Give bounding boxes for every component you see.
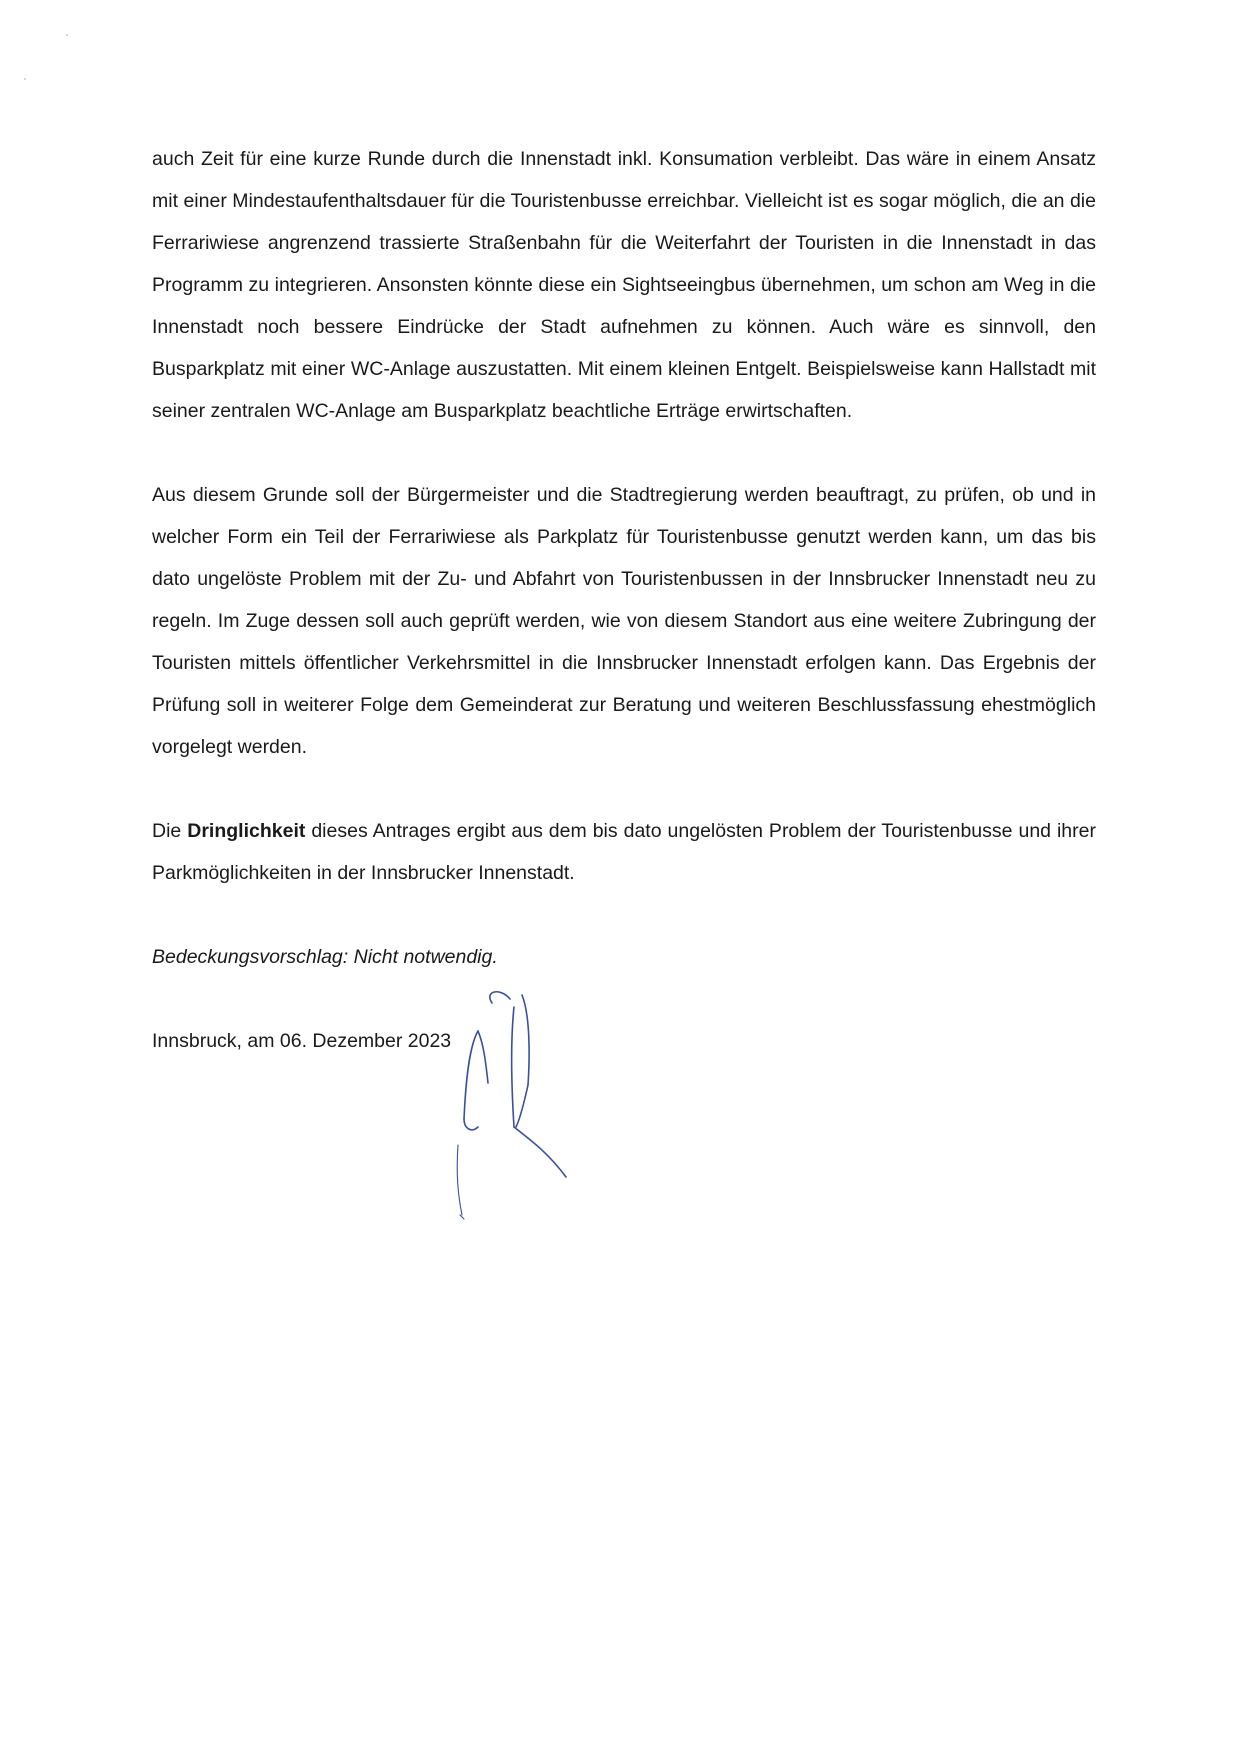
- dateline: Innsbruck, am 06. Dezember 2023: [152, 1030, 452, 1052]
- urgency-prefix: Die: [152, 820, 188, 842]
- urgency-keyword: Dringlichkeit: [187, 820, 306, 842]
- scan-speck: [24, 78, 26, 80]
- handwritten-signature: [440, 985, 590, 1225]
- document-body: [152, 138, 1096, 1062]
- paragraph-continuation: auch Zeit für eine kurze Runde durch die Innenstadt inkl. Konsumation verbleibt. Das wäre in einem Ansatz mit einer Mindestaufenthaltsdauer für die Touristenbusse erreichbar. Vielleicht ist es sogar möglich, die an die Ferrariwiese angrenzend trassierte Straßenbahn für die Weiterfahrt der Touristen in die Innenstadt in das Programm zu integrieren. Ansonsten könnte diese ein Sightseeingbus übernehmen, um schon am Weg in die Innenstadt noch bessere Eindrücke der Stadt aufnehmen zu können. Auch wäre es sinnvoll, den Busparkplatz mit einer WC-Anlage auszustatten. Mit einem kleinen Entgelt. Beispielsweise kann Hallstadt mit seiner zentralen WC-Anlage am Busparkplatz beachtliche Erträge erwirtschaften.: [152, 148, 1096, 422]
- urgency-suffix: dieses Antrages ergibt aus dem bis dato ungelösten Problem der Touristenbusse und ihrer Parkmöglichkeiten in der Innsbrucker Innenstadt.: [152, 820, 1096, 884]
- scan-speck: [66, 34, 68, 36]
- paragraph-urgency: [152, 810, 1096, 894]
- coverage-note: Bedeckungsvorschlag: Nicht notwendig.: [152, 946, 498, 968]
- paragraph-request: Aus diesem Grunde soll der Bürgermeister und die Stadtregierung werden beauftragt, zu prüfen, ob und in welcher Form ein Teil der Ferrariwiese als Parkplatz für Touristenbusse genutzt werden kann, um das bis dato ungelöste Problem mit der Zu- und Abfahrt von Touristenbussen in der Innsbrucker Innenstadt neu zu regeln. Im Zuge dessen soll auch geprüft werden, wie von diesem Standort aus eine weitere Zubringung der Touristen mittels öffentlicher Verkehrsmittel in die Innsbrucker Innenstadt erfolgen kann. Das Ergebnis der Prüfung soll in weiterer Folge dem Gemeinderat zur Beratung und weiteren Beschlussfassung ehestmöglich vorgelegt werden.: [152, 484, 1096, 758]
